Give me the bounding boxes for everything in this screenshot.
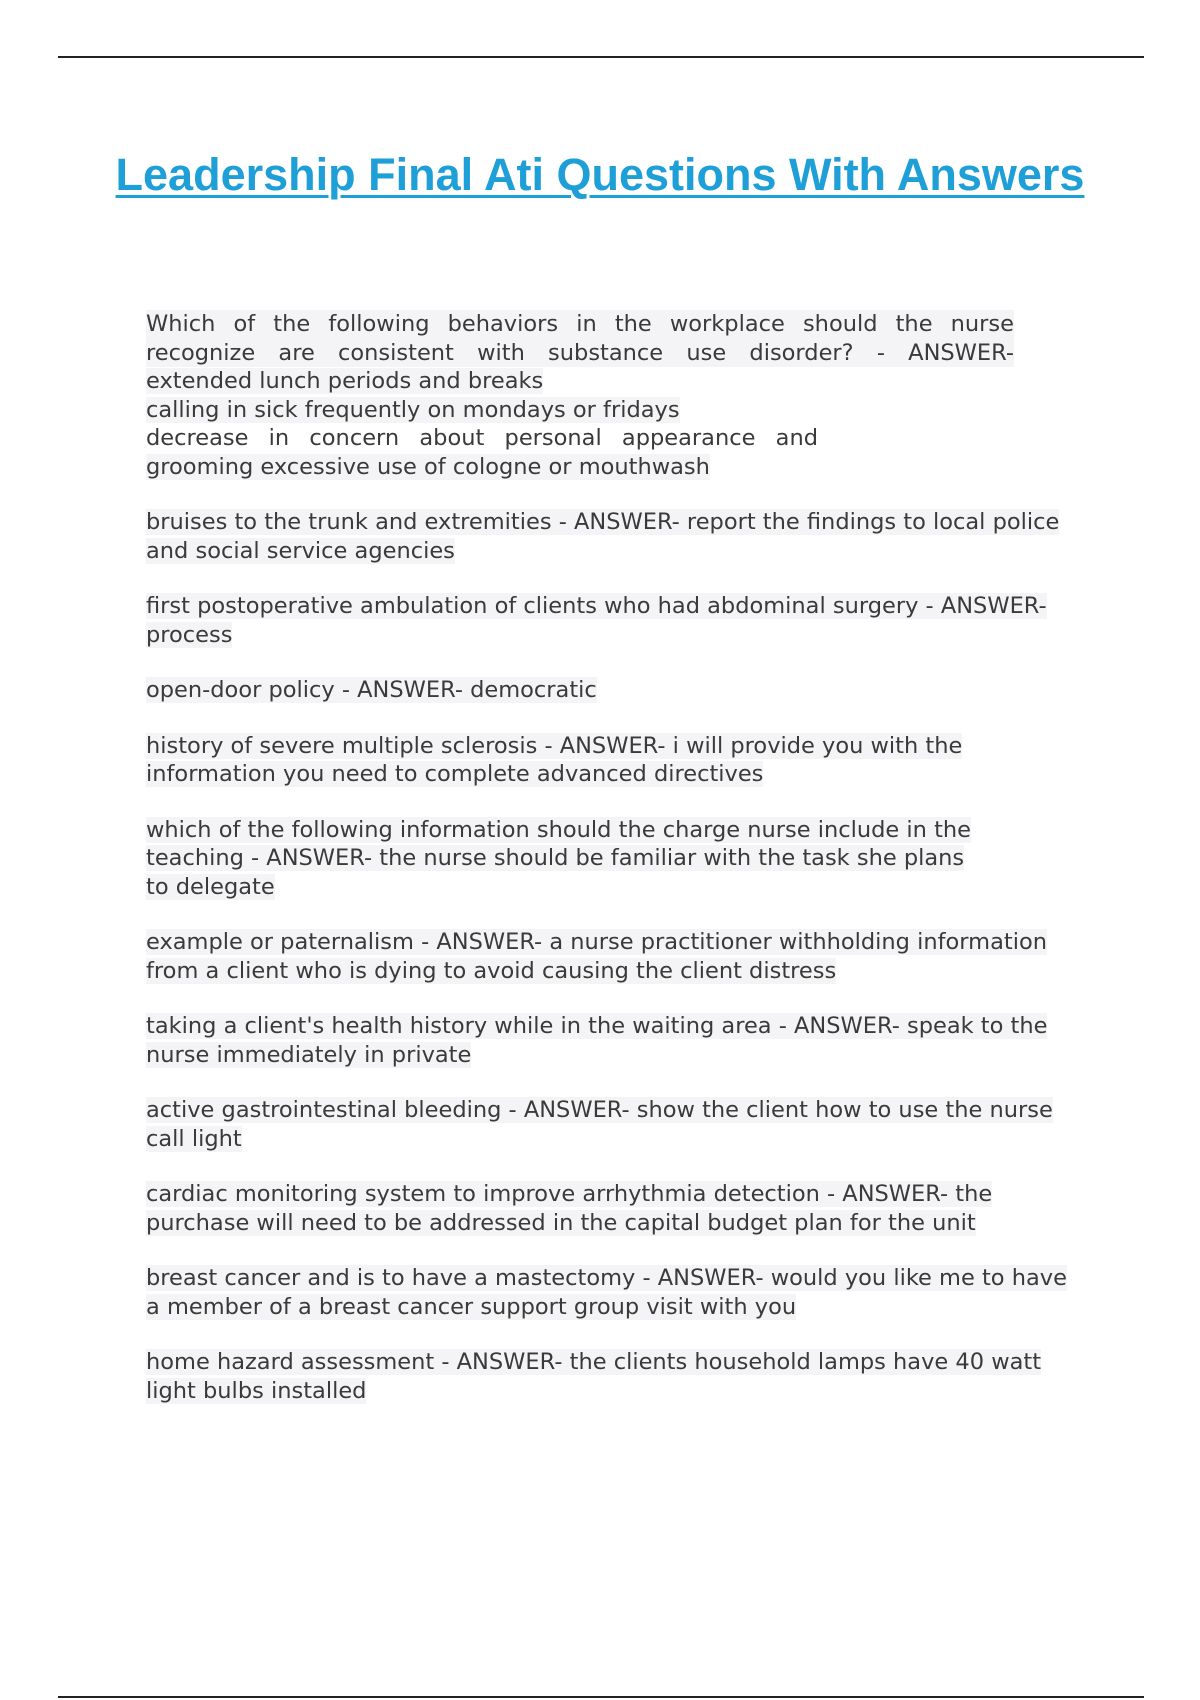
qa-item-1 <box>146 310 1014 481</box>
answer-line: decrease in concern about personal appearance and <box>146 425 818 451</box>
qa-item: bruises to the trunk and extremities - ANSWER- report the findings to local police and social service agencies <box>146 509 1060 564</box>
document-body <box>146 310 1076 1432</box>
qa-item: first postoperative ambulation of clients who had abdominal surgery - ANSWER- process <box>146 593 1047 648</box>
qa-item: home hazard assessment - ANSWER- the clients household lamps have 40 watt light bulbs installed <box>146 1349 1042 1404</box>
qa-item: open-door policy - ANSWER- democratic <box>146 677 597 703</box>
qa-item: breast cancer and is to have a mastectomy - ANSWER- would you like me to have a member of a breast cancer support group visit with you <box>146 1265 1067 1320</box>
qa-item: which of the following information should the charge nurse include in the teaching - ANSWER- the nurse should be familiar with the task she plans to delegate <box>146 816 971 900</box>
question-line: Which of the following behaviors in the workplace should the nurse <box>146 311 1014 337</box>
qa-item: example or paternalism - ANSWER- a nurse practitioner withholding information from a client who is dying to avoid causing the client distress <box>146 929 1047 984</box>
qa-item: taking a client's health history while in the waiting area - ANSWER- speak to the nurse immediately in private <box>146 1013 1048 1068</box>
top-divider <box>58 56 1144 58</box>
answer-line: calling in sick frequently on mondays or fridays <box>146 396 680 423</box>
answer-line: grooming excessive use of cologne or mouthwash <box>146 453 710 480</box>
qa-item: history of severe multiple sclerosis - ANSWER- i will provide you with the information you need to complete advanced directives <box>146 732 963 787</box>
qa-item: cardiac monitoring system to improve arrhythmia detection - ANSWER- the purchase will need to be addressed in the capital budget plan for the unit <box>146 1181 993 1236</box>
document-title: Leadership Final Ati Questions With Answers <box>115 149 1085 200</box>
qa-item: active gastrointestinal bleeding - ANSWER- show the client how to use the nurse call light <box>146 1097 1053 1152</box>
answer-line: extended lunch periods and breaks <box>146 368 544 394</box>
question-line: recognize are consistent with substance use disorder? - ANSWER- <box>146 339 1014 366</box>
bottom-divider <box>58 1696 1144 1698</box>
